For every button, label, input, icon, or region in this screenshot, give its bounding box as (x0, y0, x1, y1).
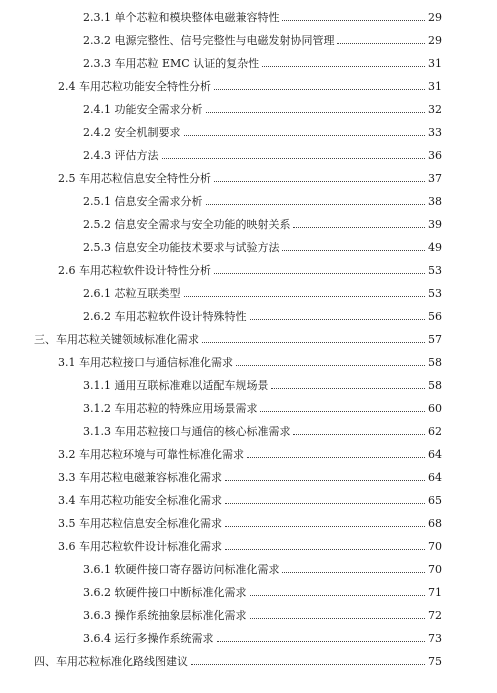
toc-entry-title: 2.3.1 单个芯粒和模块整体电磁兼容特性 (83, 11, 280, 24)
dot-leader (293, 434, 425, 435)
dot-leader (217, 641, 426, 642)
toc-entry-page: 71 (428, 586, 442, 599)
dot-leader (337, 43, 425, 44)
dot-leader (247, 457, 425, 458)
toc-entry[interactable] (83, 101, 442, 117)
toc-entry-page: 73 (428, 632, 442, 645)
toc-entry-page: 39 (428, 218, 442, 231)
toc-entry[interactable] (34, 653, 442, 669)
toc-entry-page: 56 (428, 310, 442, 323)
toc-entry[interactable] (58, 492, 442, 508)
toc-entry[interactable] (83, 630, 442, 646)
toc-entry-title: 3.1 车用芯粒接口与通信标准化需求 (58, 356, 233, 369)
toc-entry-title: 2.4.2 安全机制要求 (83, 126, 181, 139)
toc-entry-title: 3.6.4 运行多操作系统需求 (83, 632, 214, 645)
toc-entry-page: 53 (428, 264, 442, 277)
toc-entry-title: 3.1.2 车用芯粒的特殊应用场景需求 (83, 402, 258, 415)
dot-leader (225, 503, 425, 504)
toc-entry[interactable] (58, 170, 442, 186)
dot-leader (250, 618, 426, 619)
toc-entry[interactable] (83, 561, 442, 577)
toc-entry-title: 2.5.2 信息安全需求与安全功能的映射关系 (83, 218, 291, 231)
toc-entry-page: 32 (428, 103, 442, 116)
toc-entry[interactable] (83, 216, 442, 232)
toc-entry-page: 64 (428, 448, 442, 461)
dot-leader (162, 158, 426, 159)
toc-entry[interactable] (83, 377, 442, 393)
toc-entry-page: 53 (428, 287, 442, 300)
toc-entry-page: 33 (428, 126, 442, 139)
toc-entry-title: 3.2 车用芯粒环境与可靠性标准化需求 (58, 448, 244, 461)
toc-entry[interactable] (83, 285, 442, 301)
toc-entry-page: 49 (428, 241, 442, 254)
toc-entry[interactable] (83, 400, 442, 416)
toc-entry-title: 2.5 车用芯粒信息安全特性分析 (58, 172, 211, 185)
toc-entry-title: 四、车用芯粒标准化路线图建议 (34, 655, 188, 668)
toc-entry[interactable] (83, 308, 442, 324)
dot-leader (206, 204, 426, 205)
dot-leader (282, 20, 425, 21)
toc-entry-page: 70 (428, 540, 442, 553)
toc-entry[interactable] (83, 55, 442, 71)
toc-entry[interactable] (58, 78, 442, 94)
toc-entry[interactable] (83, 9, 442, 25)
toc-entry-title: 2.3.3 车用芯粒 EMC 认证的复杂性 (83, 57, 260, 70)
toc-entry-page: 58 (428, 356, 442, 369)
toc-entry-title: 3.5 车用芯粒信息安全标准化需求 (58, 517, 222, 530)
toc-entry-page: 64 (428, 471, 442, 484)
toc-entry[interactable] (58, 354, 442, 370)
dot-leader (262, 66, 425, 67)
toc-entry-title: 3.6 车用芯粒软件设计标准化需求 (58, 540, 222, 553)
toc-entry[interactable] (83, 193, 442, 209)
dot-leader (225, 549, 425, 550)
toc-entry-title: 3.6.1 软硬件接口寄存器访问标准化需求 (83, 563, 280, 576)
dot-leader (293, 227, 425, 228)
toc-entry-title: 2.4.1 功能安全需求分析 (83, 103, 203, 116)
toc-entry-page: 68 (428, 517, 442, 530)
dot-leader (236, 365, 425, 366)
dot-leader (184, 296, 426, 297)
toc-entry[interactable] (58, 469, 442, 485)
toc-entry[interactable] (83, 423, 442, 439)
toc-entry-page: 72 (428, 609, 442, 622)
toc-entry-title: 2.6.2 车用芯粒软件设计特殊特性 (83, 310, 247, 323)
toc-entry-title: 3.1.3 车用芯粒接口与通信的核心标准需求 (83, 425, 291, 438)
toc-entry[interactable] (58, 446, 442, 462)
toc-entry-page: 57 (428, 333, 442, 346)
dot-leader (250, 595, 426, 596)
dot-leader (206, 112, 426, 113)
toc-entry-page: 38 (428, 195, 442, 208)
toc-entry-page: 37 (428, 172, 442, 185)
dot-leader (214, 273, 425, 274)
dot-leader (191, 664, 425, 665)
toc-entry-page: 31 (428, 57, 442, 70)
toc-entry-title: 2.3.2 电源完整性、信号完整性与电磁发射协同管理 (83, 34, 335, 47)
dot-leader (184, 135, 426, 136)
toc-entry[interactable] (83, 607, 442, 623)
toc-entry[interactable] (83, 239, 442, 255)
toc-entry[interactable] (58, 262, 442, 278)
toc-entry-title: 2.6 车用芯粒软件设计特性分析 (58, 264, 211, 277)
toc-entry[interactable] (83, 584, 442, 600)
toc-entry[interactable] (58, 515, 442, 531)
toc-entry-title: 3.3 车用芯粒电磁兼容标准化需求 (58, 471, 222, 484)
toc-entry-page: 29 (428, 34, 442, 47)
toc-entry-title: 3.4 车用芯粒功能安全标准化需求 (58, 494, 222, 507)
toc-entry-page: 29 (428, 11, 442, 24)
dot-leader (250, 319, 426, 320)
dot-leader (214, 181, 425, 182)
toc-entry-page: 75 (428, 655, 442, 668)
dot-leader (260, 411, 425, 412)
toc-entry-page: 36 (428, 149, 442, 162)
toc-entry-title: 3.6.2 软硬件接口中断标准化需求 (83, 586, 247, 599)
toc-entry-title: 三、车用芯粒关键领域标准化需求 (34, 333, 199, 346)
dot-leader (282, 572, 425, 573)
dot-leader (271, 388, 425, 389)
toc-entry-title: 3.1.1 通用互联标准难以适配车规场景 (83, 379, 269, 392)
toc-entry[interactable] (83, 124, 442, 140)
dot-leader (282, 250, 425, 251)
dot-leader (202, 342, 425, 343)
toc-entry-page: 60 (428, 402, 442, 415)
toc-entry-page: 62 (428, 425, 442, 438)
toc-entry-title: 2.5.3 信息安全功能技术要求与试验方法 (83, 241, 280, 254)
toc-entry[interactable] (83, 147, 442, 163)
toc-entry[interactable] (83, 32, 442, 48)
toc-entry[interactable] (58, 538, 442, 554)
dot-leader (214, 89, 425, 90)
toc-entry[interactable] (34, 331, 442, 347)
toc-entry-page: 65 (428, 494, 442, 507)
toc-entry-title: 2.4.3 评估方法 (83, 149, 159, 162)
toc-entry-title: 2.4 车用芯粒功能安全特性分析 (58, 80, 211, 93)
toc-entry-page: 31 (428, 80, 442, 93)
toc-entry-title: 2.6.1 芯粒互联类型 (83, 287, 181, 300)
dot-leader (225, 480, 425, 481)
toc-entry-page: 70 (428, 563, 442, 576)
dot-leader (225, 526, 425, 527)
toc-entry-title: 2.5.1 信息安全需求分析 (83, 195, 203, 208)
toc-entry-title: 3.6.3 操作系统抽象层标准化需求 (83, 609, 247, 622)
toc-entry-page: 58 (428, 379, 442, 392)
